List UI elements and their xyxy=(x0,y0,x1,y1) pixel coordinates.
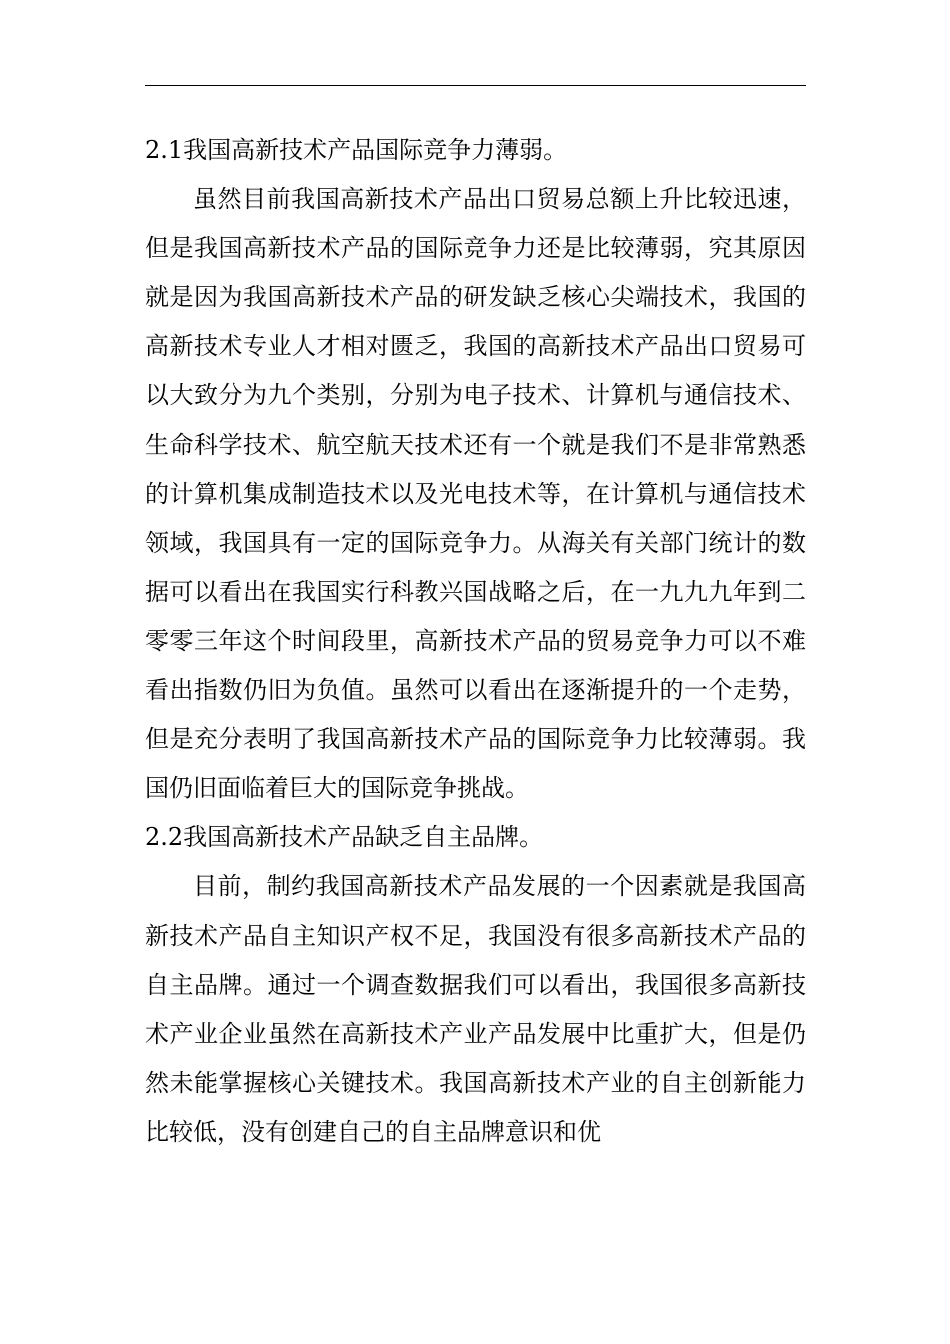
document-body xyxy=(145,126,806,1157)
section-heading-2-1: 2.1我国高新技术产品国际竞争力薄弱。 xyxy=(145,136,568,164)
section-heading-2-2: 2.2我国高新技术产品缺乏自主品牌。 xyxy=(145,823,544,852)
section-2-2-paragraph: 目前，制约我国高新技术产品发展的一个因素就是我国高新技术产品自主知识产权不足，我国没有很多高新技术产品的自主品牌。通过一个调查数据我们可以看出，我国很多高新技术产业企业虽然在高新技术产业产品发展中比重扩大，但是仍然未能掌握核心关键技术。我国高新技术产业的自主创新能力比较低，没有创建自己的自主品牌意识和优 xyxy=(145,872,806,1146)
section-2-1-paragraph: 虽然目前我国高新技术产品出口贸易总额上升比较迅速，但是我国高新技术产品的国际竞争力还是比较薄弱，究其原因就是因为我国高新技术产品的研发缺乏核心尖端技术，我国的高新技术专业人才相对匮乏，我国的高新技术产品出口贸易可以大致分为九个类别，分别为电子技术、计算机与通信技术、生命科学技术、航空航天技术还有一个就是我们不是非常熟悉的计算机集成制造技术以及光电技术等，在计算机与通信技术领域，我国具有一定的国际竞争力。从海关有关部门统计的数据可以看出在我国实行科教兴国战略之后，在一九九九年到二零零三年这个时间段里，高新技术产品的贸易竞争力可以不难看出指数仍旧为负值。虽然可以看出在逐渐提升的一个走势，但是充分表明了我国高新技术产品的国际竞争力比较薄弱。我国仍旧面临着巨大的国际竞争挑战。 xyxy=(145,185,806,803)
header-rule xyxy=(145,85,806,86)
